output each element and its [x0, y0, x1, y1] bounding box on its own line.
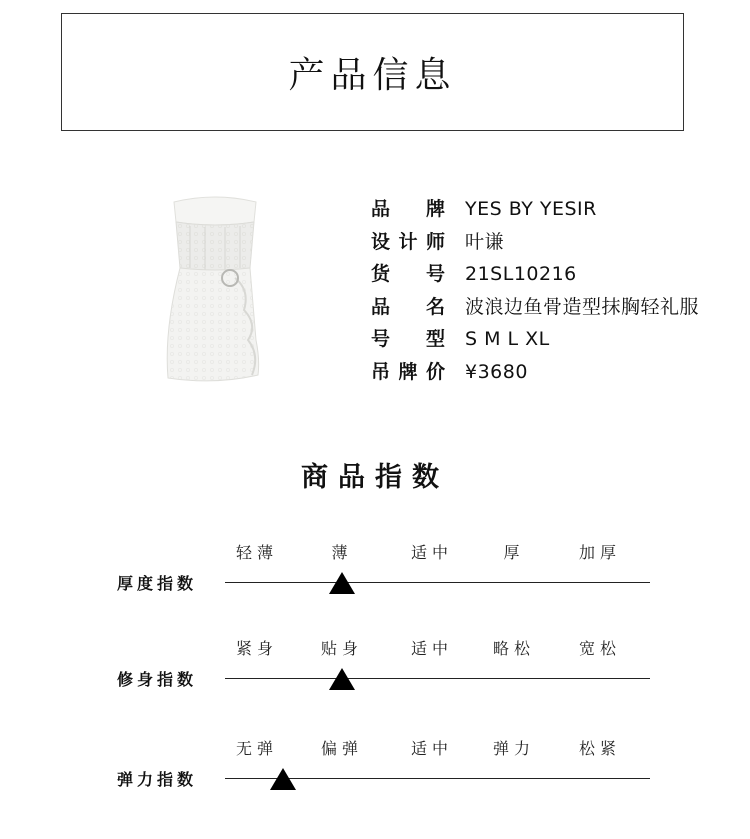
index-scale-line	[225, 678, 650, 679]
index-option: 偏弹	[320, 739, 363, 758]
index-label: 厚度指数	[117, 574, 198, 593]
spec-label: 货 号	[371, 263, 445, 286]
index-label: 弹力指数	[117, 770, 198, 789]
index-row	[0, 534, 750, 624]
index-marker-icon	[329, 668, 355, 690]
index-label: 修身指数	[117, 670, 198, 689]
spec-value: 21SL10216	[465, 263, 577, 286]
page-title: 产品信息	[288, 54, 457, 96]
index-option: 弹力	[492, 739, 535, 758]
spec-value: S M L XL	[465, 328, 550, 351]
spec-value: YES BY YESIR	[465, 198, 597, 220]
index-option: 轻薄	[235, 543, 278, 562]
index-option: 宽松	[578, 639, 621, 658]
index-row	[0, 630, 750, 720]
index-row	[0, 730, 750, 820]
title-box	[61, 13, 684, 131]
index-marker-icon	[329, 572, 355, 594]
index-scale-line	[225, 582, 650, 583]
index-option: 紧身	[235, 639, 278, 658]
spec-label: 品 名	[371, 295, 445, 318]
index-option: 薄	[331, 543, 353, 562]
index-option: 松紧	[578, 739, 621, 758]
product-image	[160, 190, 270, 390]
spec-label: 品 牌	[371, 198, 445, 220]
index-option: 厚	[503, 543, 525, 562]
spec-value: 叶谦	[465, 230, 505, 253]
index-option: 略松	[492, 639, 535, 658]
spec-label: 设 计 师	[371, 230, 445, 253]
index-option: 适中	[410, 543, 453, 562]
index-option: 适中	[410, 639, 453, 658]
index-section-title: 商品指数	[301, 462, 449, 493]
spec-value: ¥3680	[465, 360, 528, 383]
index-option: 无弹	[235, 739, 278, 758]
index-option: 贴身	[320, 639, 363, 658]
index-option: 适中	[410, 739, 453, 758]
spec-label: 吊 牌 价	[371, 360, 445, 383]
index-option: 加厚	[578, 543, 621, 562]
index-marker-icon	[270, 768, 296, 790]
spec-value: 波浪边鱼骨造型抹胸轻礼服	[465, 295, 700, 318]
spec-label: 号 型	[371, 328, 445, 351]
